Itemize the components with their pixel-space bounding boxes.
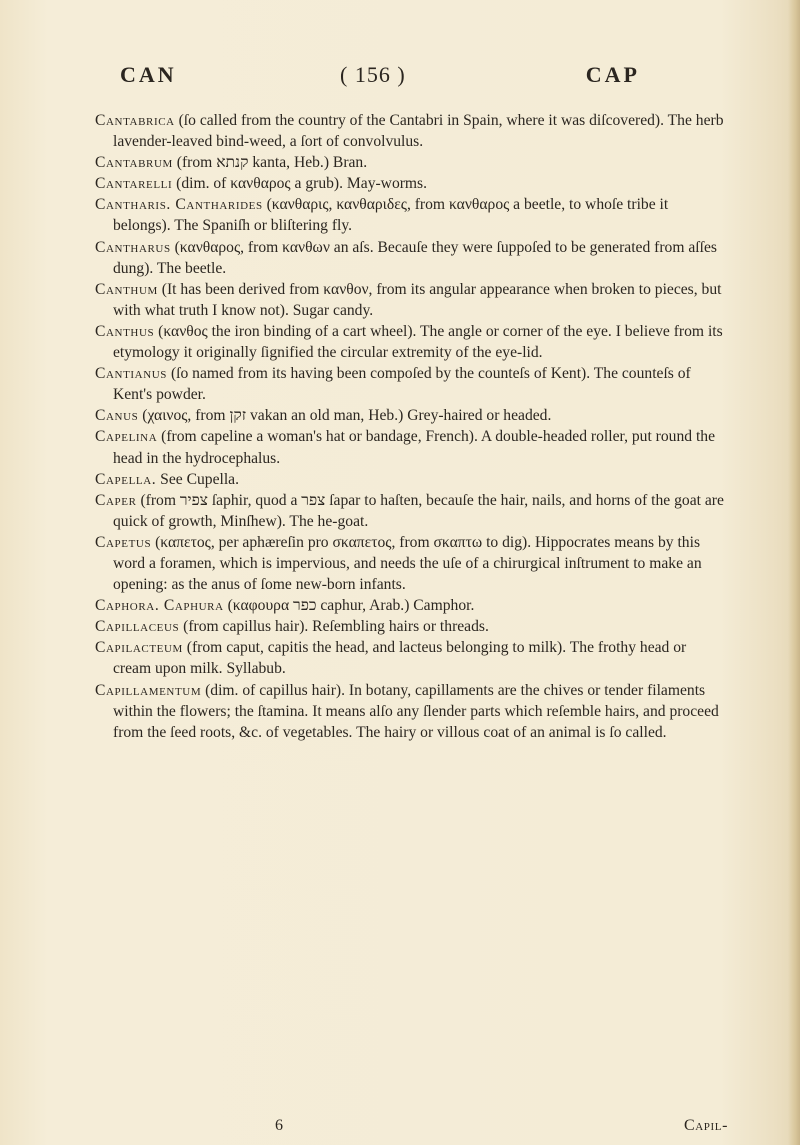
headword: Canus (95, 407, 139, 425)
entry-caper (95, 490, 728, 532)
definition: (κανθαρος, from κανθων an aſs. Becauſe they were ſuppoſed to be generated from aſſes dung). The beetle. (113, 238, 717, 277)
entry-capilacteum (95, 637, 728, 679)
definition: See Cupella. (160, 470, 239, 488)
definition: (from caput, capitis the head, and lacteus belonging to milk). The frothy head or cream upon milk. Syllabub. (113, 639, 687, 678)
entry-canus (95, 405, 728, 426)
running-head-left: CAN (120, 62, 177, 87)
headword: Capillamentum (95, 681, 202, 699)
headword: Cantharus (95, 238, 171, 256)
definition: (It has been derived from κανθον, from its angular appearance when broken to pieces, but with what truth I know not). Sugar candy. (113, 280, 722, 319)
dictionary-entries (95, 110, 728, 743)
entry-capella (95, 469, 728, 490)
definition: (dim. of κανθαρος a grub). May-worms. (176, 175, 428, 193)
signature-mark: 6 (275, 1117, 283, 1134)
headword: Cantabrum (95, 154, 173, 172)
entry-cantharis (95, 194, 728, 236)
entry-caphora (95, 595, 728, 616)
definition: (from capillus hair). Reſembling hairs or threads. (183, 618, 489, 636)
definition: (from capeline a woman's hat or bandage, French). A double-headed roller, put round the head in the hydrocephalus. (113, 428, 716, 467)
catchword: Capil- (683, 1117, 728, 1134)
headword: Caper (95, 491, 137, 509)
definition: (ſo called from the country of the Cantabri in Spain, where it was diſcovered). The herb lavender-leaved bind-weed, a ſort of convolvulus. (113, 112, 724, 151)
entry-cantabrica (95, 110, 728, 152)
headword: Capetus (95, 533, 152, 551)
entry-capelina (95, 426, 728, 468)
entry-canthum (95, 279, 728, 321)
definition: (χαινος, from זקן vakan an old man, Heb.) Grey-haired or headed. (142, 407, 552, 425)
definition: (dim. of capillus hair). In botany, capillaments are the chives or tender filaments within the flowers; the ſtamina. It means alſo any ſlender parts which reſemble hairs, and proceed from the ſeed roots, &c. of vegetables. The hairy or villous coat of an animal is ſo called. (113, 681, 719, 741)
headword: Cantianus (95, 365, 168, 383)
entry-cantabrum (95, 152, 728, 173)
page-number: ( 156 ) (340, 62, 406, 87)
entry-capillaceus (95, 616, 728, 637)
running-head-right: CAP (585, 62, 640, 87)
page-footer (95, 1117, 728, 1141)
page-edge (788, 0, 800, 1145)
headword: Cantabrica (95, 112, 175, 129)
headword: Canthum (95, 280, 158, 298)
definition: (κανθαρις, κανθαριδες, from κανθαρος a beetle, to whoſe tribe it belongs). The Spaniſh or bliſtering fly. (113, 196, 669, 235)
entry-capillamentum (95, 680, 728, 743)
definition: (from צפיר ſaphir, quod a צפר ſapar to haſten, becauſe the hair, nails, and horns of the goat are quick of growth, Minſhew). The he-goat. (113, 491, 724, 530)
headword: Capillaceus (95, 618, 180, 636)
headword: Capilacteum (95, 639, 183, 657)
headword: Capelina (95, 428, 158, 446)
headword: Cantharis. Cantharides (95, 196, 263, 214)
entry-cantianus (95, 363, 728, 405)
headword: Canthus (95, 322, 155, 340)
entry-capetus (95, 532, 728, 595)
definition: (κανθος the iron binding of a cart wheel). The angle or corner of the eye. I believe from its etymology it originally ſignified the circular extremity of the eye-lid. (113, 322, 723, 362)
entry-cantharus (95, 237, 728, 279)
definition: (from קנתא kanta, Heb.) Bran. (176, 154, 368, 172)
entry-canthus (95, 321, 728, 363)
definition: (ſo named from its having been compoſed by the counteſs of Kent). The counteſs of Kent's powder. (113, 365, 691, 404)
definition: (καφουρα כפר caphur, Arab.) Camphor. (227, 597, 475, 615)
entry-cantarelli (95, 173, 728, 194)
running-head (120, 62, 640, 92)
headword: Cantarelli (95, 175, 173, 193)
headword: Capella. (95, 470, 157, 488)
headword: Caphora. Caphura (95, 597, 224, 615)
definition: (καπετος, per aphæreſin pro σκαπετος, from σκαπτω to dig). Hippocrates means by this word a foramen, which is impervious, and needs the uſe of a chirurgical inſtrument to make an opening: as the anus of ſome new-born infants. (113, 533, 702, 594)
